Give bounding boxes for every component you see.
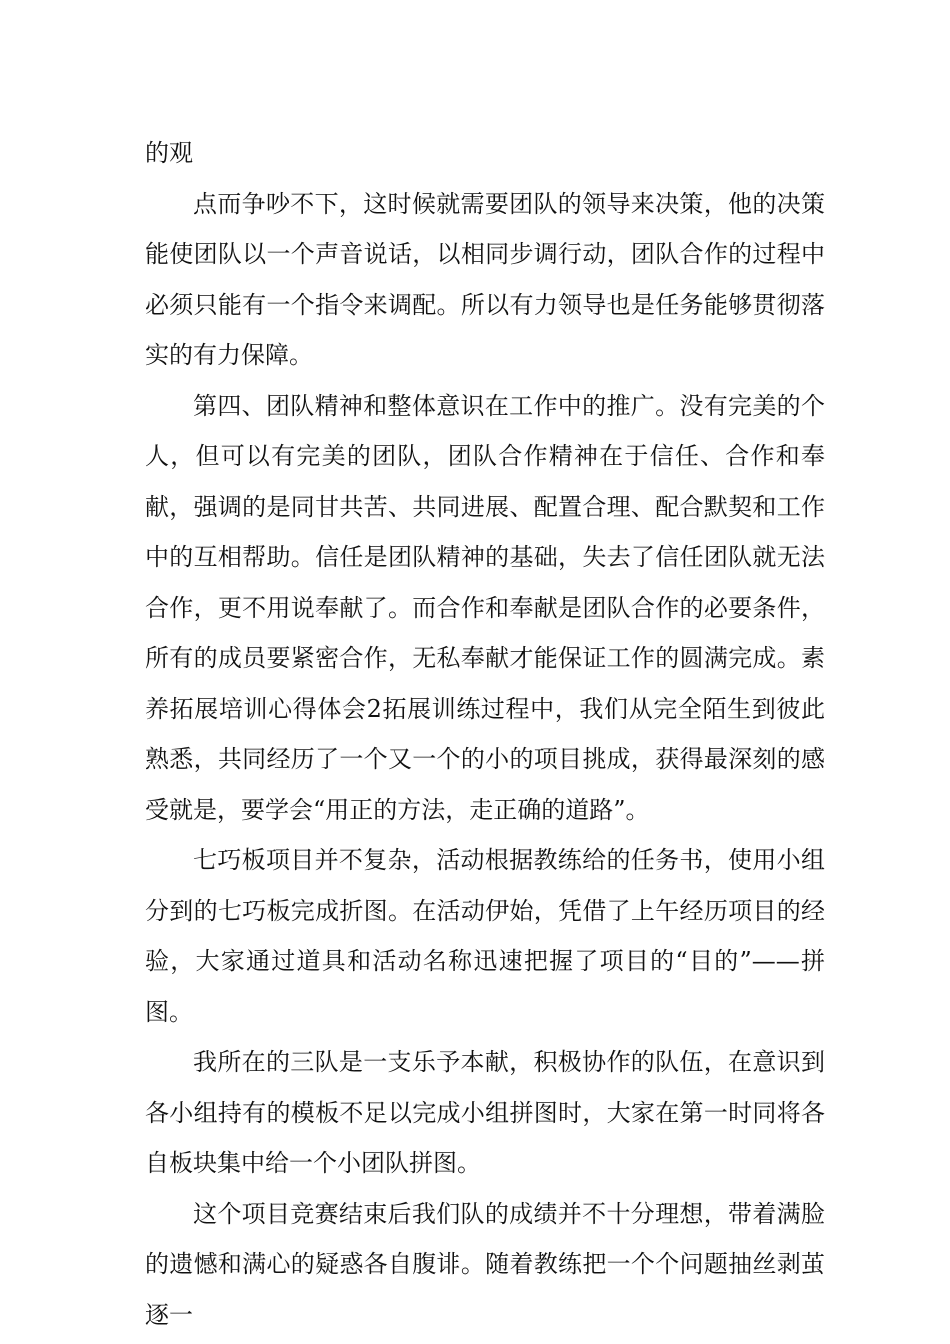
paragraph-leadership: 点而争吵不下，这时候就需要团队的领导来决策，他的决策能使团队以一个声音说话，以相同步调行动，团队合作的过程中必须只能有一个指令来调配。所以有力领导也是任务能够贯彻落实的有力保障。 [145,189,825,369]
paragraph-tangram-project: 七巧板项目并不复杂，活动根据教练给的任务书，使用小组分到的七巧板完成折图。在活动伊始，凭借了上午经历项目的经验，大家通过道具和活动名称迅速把握了项目的“目的”——拼图。 [145,846,825,1026]
paragraph-continuation: 的观 [145,139,193,167]
document-body [145,128,825,1340]
paragraph-competition-result: 这个项目竞赛结束后我们队的成绩并不十分理想，带着满脸的遗憾和满心的疑惑各自腹诽。随着教练把一个个问题抽丝剥茧逐一 [145,1199,825,1329]
paragraph-team-spirit: 第四、团队精神和整体意识在工作中的推广。没有完美的个人，但可以有完美的团队，团队合作精神在于信任、合作和奉献，强调的是同甘共苦、共同进展、配置合理、配合默契和工作中的互相帮助。信任是团队精神的基础，失去了信任团队就无法合作，更不用说奉献了。而合作和奉献是团队合作的必要条件，所有的成员要紧密合作，无私奉献才能保证工作的圆满完成。素养拓展培训心得体会2拓展训练过程中，我们从完全陌生到彼此熟悉，共同经历了一个又一个的小的项目挑成，获得最深刻的感受就是，要学会“用正的方法，走正确的道路”。 [145,391,825,824]
paragraph-third-team: 我所在的三队是一支乐予本献，积极协作的队伍，在意识到各小组持有的模板不足以完成小组拼图时，大家在第一时同将各自板块集中给一个小团队拼图。 [145,1048,825,1177]
